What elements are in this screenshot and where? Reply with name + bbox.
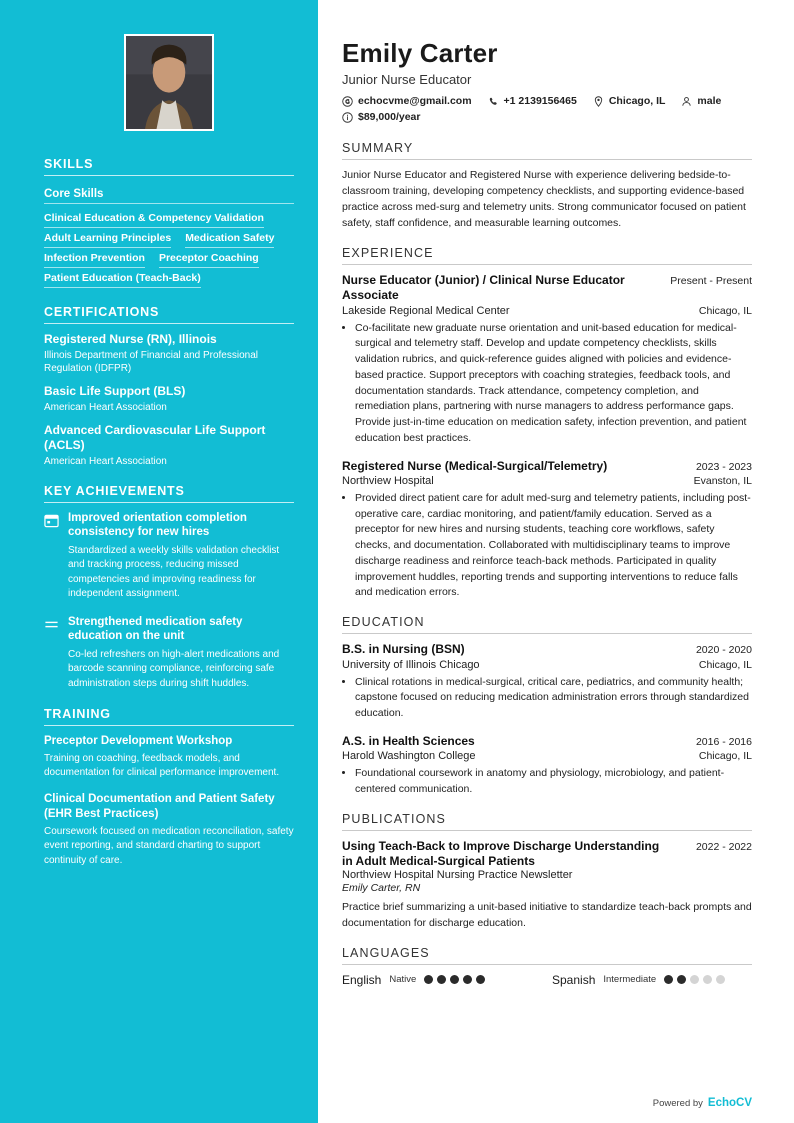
summary-title: SUMMARY bbox=[342, 141, 752, 160]
language-level: Intermediate bbox=[603, 974, 657, 986]
training-item bbox=[44, 734, 294, 781]
certification-org: American Heart Association bbox=[44, 456, 167, 467]
experience-org: Northview Hospital bbox=[342, 474, 434, 487]
skill-item: Patient Education (Teach-Back) bbox=[44, 269, 201, 288]
education-degree: A.S. in Health Sciences bbox=[342, 733, 475, 748]
rating-dot bbox=[677, 975, 686, 984]
training-title: TRAINING bbox=[44, 707, 294, 726]
skill-item: Medication Safety bbox=[185, 229, 274, 248]
experience-role: Registered Nurse (Medical-Surgical/Telemetry) bbox=[342, 458, 608, 473]
experience-bullets bbox=[342, 491, 752, 601]
lines-icon bbox=[44, 617, 59, 632]
location-icon bbox=[593, 96, 604, 107]
achievement-item bbox=[44, 615, 294, 691]
education-degree: B.S. in Nursing (BSN) bbox=[342, 642, 465, 657]
experience-location: Chicago, IL bbox=[698, 304, 752, 317]
avatar bbox=[44, 34, 294, 131]
education-title: EDUCATION bbox=[342, 615, 752, 634]
language-level: Native bbox=[389, 974, 417, 986]
contact-phone-value: +1 2139156465 bbox=[503, 95, 577, 107]
language-item bbox=[552, 973, 752, 987]
bullet: • Provided direct patient care for adult med-surg and telemetry patients, including post-operative care, cardiac monitoring, and patient/family education. Served as a preceptor for new hires and nursing students, teaching core workflows, safety checks, and documentation. Collaborated with multidisciplinary teams to improve discharge readiness and reinforce teach-back methods. Participated in quality improvement huddles, reporting trends and supporting interventions to reduce falls and medication errors. bbox=[355, 491, 752, 601]
education-date: 2016 - 2016 bbox=[695, 735, 752, 748]
section-training bbox=[44, 707, 294, 868]
languages-row bbox=[342, 973, 752, 987]
calendar-icon bbox=[44, 513, 59, 528]
training-item-desc: Coursework focused on medication reconciliation, safety event reporting, and standard charting to support continuity of care. bbox=[44, 825, 294, 866]
sidebar bbox=[0, 0, 318, 1123]
phone-icon bbox=[488, 96, 499, 107]
experience-role: Nurse Educator (Junior) / Clinical Nurse Educator Associate bbox=[342, 272, 625, 303]
rating-dot bbox=[716, 975, 725, 984]
brand-logo: EchoCV bbox=[707, 1097, 752, 1109]
language-item bbox=[342, 973, 542, 987]
contact-location-value: Chicago, IL bbox=[608, 95, 666, 107]
skill-item: Preceptor Coaching bbox=[159, 249, 259, 268]
training-item-title: Clinical Documentation and Patient Safety (EHR Best Practices) bbox=[44, 792, 275, 820]
achievement-desc: Co-led refreshers on high-alert medications and barcode scanning compliance, reinforcing safe administration steps during shift huddles. bbox=[68, 648, 280, 689]
rating-dot bbox=[463, 975, 472, 984]
profile-photo bbox=[124, 34, 214, 131]
achievement-title: Improved orientation completion consistency for new hires bbox=[68, 512, 247, 539]
publication-entry bbox=[342, 839, 752, 932]
section-publications bbox=[342, 812, 752, 932]
publication-author: Emily Carter, RN bbox=[342, 882, 421, 895]
skills-title: SKILLS bbox=[44, 157, 294, 176]
section-education bbox=[342, 615, 752, 797]
bullet: • Clinical rotations in medical-surgical, critical care, pediatrics, and community health; capstone focused on reducing medication administration errors through standardized education. bbox=[355, 675, 752, 722]
section-languages bbox=[342, 946, 752, 987]
main-content bbox=[318, 0, 794, 1123]
contact-email[interactable] bbox=[342, 95, 472, 107]
publication-desc: Practice brief summarizing a unit-based initiative to standardize teach-back prompts and documentation for discharge education. bbox=[342, 901, 752, 930]
training-item-title: Preceptor Development Workshop bbox=[44, 735, 233, 747]
section-key-achievements bbox=[44, 484, 294, 691]
contact-email-value: echocvme@gmail.com bbox=[358, 95, 472, 107]
education-bullets bbox=[342, 766, 752, 798]
rating-dot bbox=[424, 975, 433, 984]
section-certifications bbox=[44, 305, 294, 468]
experience-bullets bbox=[342, 321, 752, 447]
experience-entry bbox=[342, 459, 752, 602]
language-rating bbox=[664, 975, 725, 984]
experience-location: Evanston, IL bbox=[693, 474, 752, 487]
achievement-title: Strengthened medication safety education on the unit bbox=[68, 615, 243, 643]
salary-icon bbox=[342, 112, 353, 123]
contact-list bbox=[342, 95, 752, 123]
education-entry bbox=[342, 642, 752, 722]
languages-title: LANGUAGES bbox=[342, 946, 752, 965]
skills-list bbox=[44, 209, 294, 289]
publication-date: 2022 - 2022 bbox=[695, 840, 752, 853]
publications-title: PUBLICATIONS bbox=[342, 812, 752, 831]
experience-title: EXPERIENCE bbox=[342, 246, 752, 265]
education-entry bbox=[342, 734, 752, 798]
experience-org: Lakeside Regional Medical Center bbox=[342, 304, 510, 317]
certification-item bbox=[44, 332, 294, 375]
skills-group-label: Core Skills bbox=[44, 188, 294, 204]
email-icon bbox=[342, 96, 353, 107]
education-bullets bbox=[342, 675, 752, 722]
certification-org: Illinois Department of Financial and Professional Regulation (IDFPR) bbox=[44, 350, 258, 374]
bullet: • Foundational coursework in anatomy and physiology, microbiology, and patient-centered communication. bbox=[355, 766, 752, 798]
contact-phone[interactable] bbox=[488, 95, 577, 107]
publication-title: Using Teach-Back to Improve Discharge Understanding in Adult Medical-Surgical Patients bbox=[342, 838, 660, 868]
skill-item: Adult Learning Principles bbox=[44, 229, 171, 248]
certification-item bbox=[44, 384, 294, 414]
rating-dot bbox=[664, 975, 673, 984]
section-experience bbox=[342, 246, 752, 601]
section-skills bbox=[44, 157, 294, 289]
rating-dot bbox=[450, 975, 459, 984]
footer bbox=[653, 1097, 752, 1109]
rating-dot bbox=[437, 975, 446, 984]
skill-item: Infection Prevention bbox=[44, 249, 145, 268]
contact-location bbox=[593, 95, 666, 107]
page-title: Emily Carter bbox=[342, 38, 498, 68]
language-rating bbox=[424, 975, 485, 984]
certification-name: Registered Nurse (RN), Illinois bbox=[44, 332, 217, 346]
education-date: 2020 - 2020 bbox=[695, 644, 752, 657]
education-location: Chicago, IL bbox=[698, 658, 752, 671]
skill-item: Clinical Education & Competency Validation bbox=[44, 209, 264, 228]
certifications-title: CERTIFICATIONS bbox=[44, 305, 294, 324]
language-name: English bbox=[342, 972, 382, 987]
contact-salary bbox=[342, 111, 420, 123]
achievement-desc: Standardized a weekly skills validation checklist and tracking process, reducing missed competencies and improving readiness for independent assignment. bbox=[68, 544, 280, 600]
language-name: Spanish bbox=[552, 972, 596, 987]
rating-dot bbox=[703, 975, 712, 984]
education-location: Chicago, IL bbox=[698, 750, 752, 763]
section-summary bbox=[342, 141, 752, 232]
education-school: Harold Washington College bbox=[342, 750, 476, 763]
certification-name: Basic Life Support (BLS) bbox=[44, 384, 186, 398]
achievements-title: KEY ACHIEVEMENTS bbox=[44, 484, 294, 503]
publication-source: Northview Hospital Nursing Practice Newsletter bbox=[342, 869, 573, 882]
training-item bbox=[44, 792, 294, 868]
certification-name: Advanced Cardiovascular Life Support (ACLS) bbox=[44, 423, 266, 452]
summary-text: Junior Nurse Educator and Registered Nurse with experience delivering bedside-to-classroom training, developing competency checklists, and supporting evidence-based practice across med-surg and telemetry units. Strong communicator focused on patient safety, staff confidence, and measurable learning outcomes. bbox=[342, 169, 746, 229]
certification-item bbox=[44, 423, 294, 468]
training-item-desc: Training on coaching, feedback models, and documentation for clinical performance improvement. bbox=[44, 752, 280, 779]
person-icon bbox=[681, 96, 692, 107]
job-title: Junior Nurse Educator bbox=[342, 72, 472, 87]
experience-date: Present - Present bbox=[670, 274, 752, 287]
contact-salary-value: $89,000/year bbox=[358, 111, 421, 123]
rating-dot bbox=[476, 975, 485, 984]
experience-entry bbox=[342, 273, 752, 447]
rating-dot bbox=[690, 975, 699, 984]
contact-gender bbox=[681, 95, 721, 107]
experience-date: 2023 - 2023 bbox=[695, 460, 752, 473]
achievement-item bbox=[44, 511, 294, 602]
powered-by-label: Powered by bbox=[652, 1097, 703, 1109]
certification-org: American Heart Association bbox=[44, 402, 167, 413]
education-school: University of Illinois Chicago bbox=[342, 658, 480, 671]
contact-gender-value: male bbox=[697, 95, 722, 107]
bullet: • Co-facilitate new graduate nurse orientation and unit-based education for medical-surgical and telemetry staff. Develop and update competency checklists, skills validation rubrics, and quick-reference guides aligned with policies and evidence-based practice. Support preceptors with coaching strategies, feedback tools, and documentation standards. Track attendance, competency completion, and remediation plans, partnering with nurse managers to address performance gaps. Provide just-in-time education on medication safety, infection prevention, and patient education best practices. bbox=[355, 321, 752, 447]
